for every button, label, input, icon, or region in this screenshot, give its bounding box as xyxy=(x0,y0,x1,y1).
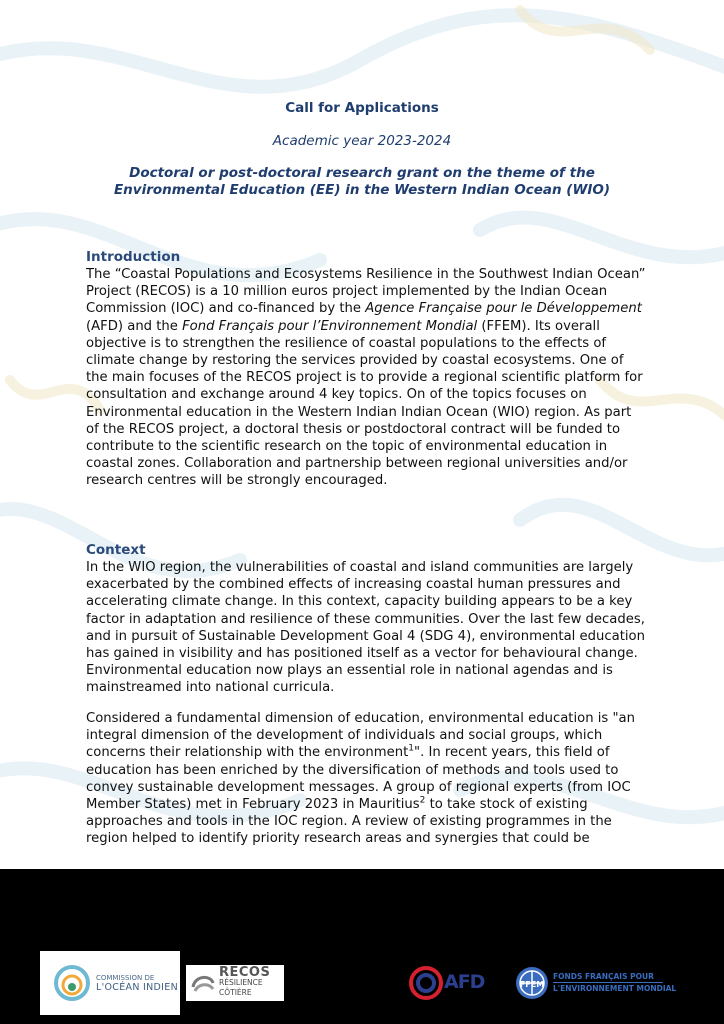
context-heading: Context xyxy=(86,542,146,558)
recos-subtitle-1: RÉSILIENCE xyxy=(219,978,263,987)
intro-text-2: (AFD) and the xyxy=(86,318,183,334)
context-p2-text-3: to take stock of existing approaches and tools in the IOC region. A review of existing programmes in the region helped to identify priority research areas and synergies that could be xyxy=(86,797,612,847)
academic-year: Academic year 2023-2024 xyxy=(272,133,452,149)
intro-ffem-name: Fond Français pour l’Environnement Mondial xyxy=(182,318,478,334)
recos-subtitle-2: CÔTIÈRE xyxy=(219,988,252,997)
context-paragraph-1: In the WIO region, the vulnerabilities of coastal and island communities are largely exacerbated by the combined effects of increasing coastal human pressures and accelerating climate change. In this context, capacity building appears to be a key factor in adaptation and resilience of these communities. Over the last few decades, and in pursuit of Sustainable Development Goal 4 (SDG 4), environmental education has gained in visibility and has positioned itself as a vector for behavioural change. Environmental education now plays an essential role in national agendas and is mainstreamed into national curricula. xyxy=(86,560,645,696)
intro-text-1: The “Coastal Populations and Ecosystems Resilience in the Southwest Indian Ocean” Project (RECOS) is a 10 million euros project implemented by the Indian Ocean Commission (IOC) and co-financed by the xyxy=(86,267,646,317)
coi-emblem-icon xyxy=(52,963,92,1003)
context-paragraph-2 xyxy=(86,710,646,848)
introduction-heading: Introduction xyxy=(86,249,181,265)
ffem-line-1: FONDS FRANÇAIS POUR xyxy=(553,972,663,983)
footnote-ref-2[interactable]: 2 xyxy=(419,795,426,806)
afd-logo-text: AFD xyxy=(444,971,485,993)
ffem-logo-text xyxy=(553,972,676,994)
ffem-badge-text: FFEM xyxy=(519,980,545,989)
coi-line-2: L'OCÉAN INDIEN xyxy=(96,982,178,993)
intro-afd-name: Agence Française pour le Développement xyxy=(365,301,642,317)
intro-text-3: (FFEM). Its overall objective is to strengthen the resilience of coastal populations to the effects of climate change by restoring the services provided by coastal ecosystems. One of the main focuses of the RECOS project is to provide a regional scientific platform for consultation and exchange around 4 key topics. On of the topics focuses on Environmental education in the Western Indian Indian Ocean (WIO) region. As part of the RECOS project, a doctoral thesis or postdoctoral contract will be funded to contribute to the scientific research on the topic of environmental education in coastal zones. Collaboration and partnership between regional universities and/or research centres will be strongly encouraged. xyxy=(86,318,643,489)
recos-title: RECOS xyxy=(219,965,271,980)
subtitle-line-1: Doctoral or post-doctoral research grant on the theme of the xyxy=(129,165,595,181)
ffem-line-2: L'ENVIRONNEMENT MONDIAL xyxy=(553,984,677,993)
coi-line-1: COMMISSION DE xyxy=(96,974,155,982)
context-p2-text-2: ". In recent years, this field of education has been enriched by the diversification of methods and tools used to convey sustainable development messages. A group of regional experts (from IOC Member States) met in February 2023 in Mauritius xyxy=(86,745,631,813)
subtitle-line-2: Environmental Education (EE) in the Western Indian Ocean (WIO) xyxy=(113,182,611,198)
ffem-globe-icon xyxy=(514,965,550,1001)
page-title: Call for Applications xyxy=(285,100,439,116)
coi-logo xyxy=(40,951,180,1015)
recos-emblem-icon xyxy=(189,969,217,997)
footnote-ref-1[interactable]: 1 xyxy=(408,744,415,755)
context-p2-text-1: Considered a fundamental dimension of education, environmental education is "an integral dimension of the development of individuals and social groups, which concerns their relationship with the environment xyxy=(86,711,635,761)
recos-logo xyxy=(186,965,284,1001)
footer-logo-bar xyxy=(0,869,724,1024)
page-subtitle xyxy=(90,165,634,199)
introduction-paragraph xyxy=(86,266,646,490)
